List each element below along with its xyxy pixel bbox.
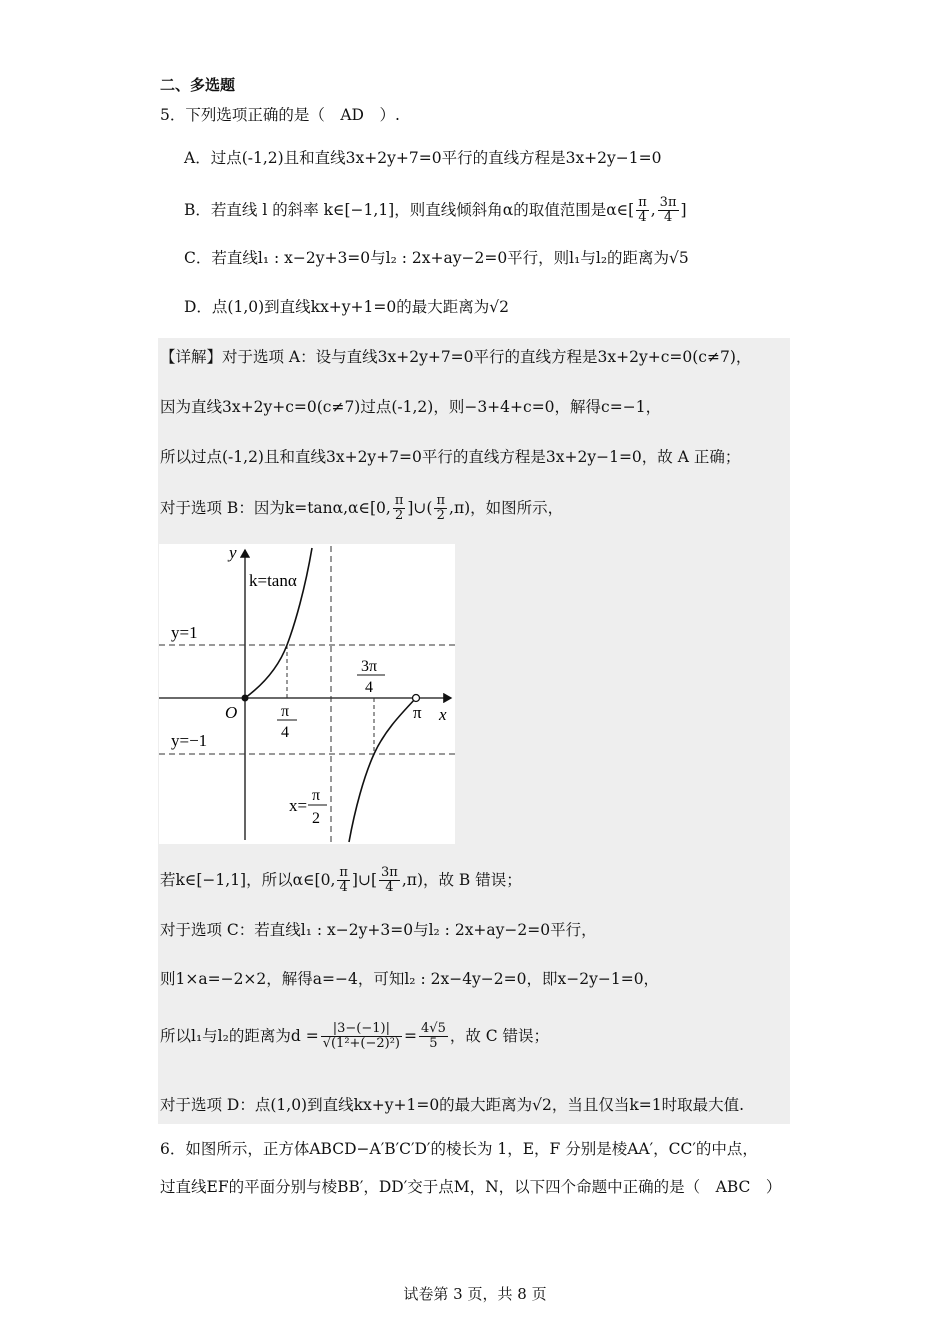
- ym1-label: y=−1: [171, 731, 208, 750]
- fraction: $\frac{\pi}{2}$: [436, 493, 446, 524]
- pi4-denominator: 4: [281, 724, 289, 741]
- fraction: $\frac{\pi}{4}$: [638, 195, 647, 226]
- origin-point: [242, 695, 249, 702]
- solution-line-5: 若k∈[−1,1]，所以α∈[0, $\frac{\pi}{4}$ ]∪[ $\frac{3\pi}{4}$ ,π)，故 B 错误；: [160, 865, 522, 896]
- pi-label: π: [413, 703, 422, 722]
- tan-curve-right: [349, 698, 416, 842]
- 3pi4-numerator: 3π: [361, 658, 378, 675]
- origin-label: O: [225, 703, 238, 722]
- solution-line-4: 对于选项 B：因为k=tanα,α∈[0, $\frac{\pi}{2}$ ]∪( $\frac{\pi}{2}$ ,π)，如图所示，: [160, 493, 564, 524]
- asymptote-denominator: 2: [312, 810, 320, 827]
- asymptote-numerator: π: [312, 787, 321, 804]
- curve-label: k=tanα: [249, 571, 297, 590]
- y-axis-label: y: [229, 544, 237, 562]
- distance-result-fraction: $\frac{4√5}{5}$: [421, 1021, 446, 1052]
- q6-line-2: 过直线EF的平面分别与棱BB′，DD′交于点M，N，以下四个命题中正确的是（ ABC ）: [160, 1178, 782, 1196]
- solution-line-1: 【详解】对于选项 A：设与直线3x+2y+7=0平行的直线方程是3x+2y+c=0(c≠7)，: [160, 348, 752, 366]
- q5-option-a: A．过点(-1,2)且和直线3x+2y+7=0平行的直线方程是3x+2y−1=0: [184, 149, 662, 167]
- q5-option-b-text: B．若直线 l 的斜率 k∈[−1,1]，则直线倾斜角α的取值范围是α∈[: [184, 200, 635, 219]
- fraction: $\frac{3\pi}{4}$: [381, 865, 398, 896]
- solution-line-6: 对于选项 C：若直线l₁ : x−2y+3=0与l₂ : 2x+ay−2=0平行，: [160, 921, 597, 939]
- solution-line-9: 对于选项 D：点(1,0)到直线kx+y+1=0的最大距离为√2，当且仅当k=1时取最大值.: [160, 1096, 745, 1114]
- solution-line-8: 所以l₁与l₂的距离为d = $\frac{|3-(-1)|}{\text{√(1²+(−2)²)}}$ = $\frac{4√5}{5}$ ，故 C 错误；: [160, 1021, 550, 1052]
- fraction: $\frac{\pi}{4}$: [339, 865, 348, 896]
- asymptote-label: x=: [289, 796, 308, 815]
- tan-graph: [159, 544, 455, 844]
- section-title: 二、多选题: [160, 76, 236, 94]
- q5-option-c: C．若直线l₁ : x−2y+3=0与l₂ : 2x+ay−2=0平行，则l₁与l₂的距离为√5: [184, 249, 689, 267]
- 3pi4-denominator: 4: [365, 679, 373, 696]
- y1-label: y=1: [171, 623, 198, 642]
- q5-option-d: D．点(1,0)到直线kx+y+1=0的最大距离为√2: [184, 298, 509, 316]
- pi4-numerator: π: [281, 703, 290, 720]
- fraction: $\frac{3\pi}{4}$: [659, 195, 677, 226]
- solution-line-7: 则1×a=−2×2，解得a=−4，可知l₂ : 2x−4y−2=0，即x−2y−1=0，: [160, 970, 660, 988]
- q6-line-1: 6．如图所示，正方体ABCD−A′B′C′D′的棱长为 1，E，F 分别是棱AA′，CC′的中点，: [160, 1140, 758, 1158]
- distance-fraction: $\frac{|3-(-1)|}{\text{√(1²+(−2)²)}}$: [322, 1021, 401, 1052]
- pi-open-point: [413, 695, 420, 702]
- fraction: $\frac{\pi}{2}$: [394, 493, 404, 524]
- tan-graph-svg: [159, 544, 455, 844]
- q5-option-b: B．若直线 l 的斜率 k∈[−1,1]，则直线倾斜角α的取值范围是α∈[ $\frac{\pi}{4}$ , $\frac{3\pi}{4}$ ]: [184, 195, 687, 226]
- solution-line-2: 因为直线3x+2y+c=0(c≠7)过点(-1,2)，则−3+4+c=0，解得c=−1，: [160, 398, 662, 416]
- q5-stem: 5．下列选项正确的是（ AD ）.: [160, 106, 400, 124]
- x-axis-label: x: [439, 705, 447, 724]
- solution-line-3: 所以过点(-1,2)且和直线3x+2y+7=0平行的直线方程是3x+2y−1=0，故 A 正确；: [160, 448, 741, 466]
- page-footer: 试卷第 3 页，共 8 页: [403, 1285, 547, 1303]
